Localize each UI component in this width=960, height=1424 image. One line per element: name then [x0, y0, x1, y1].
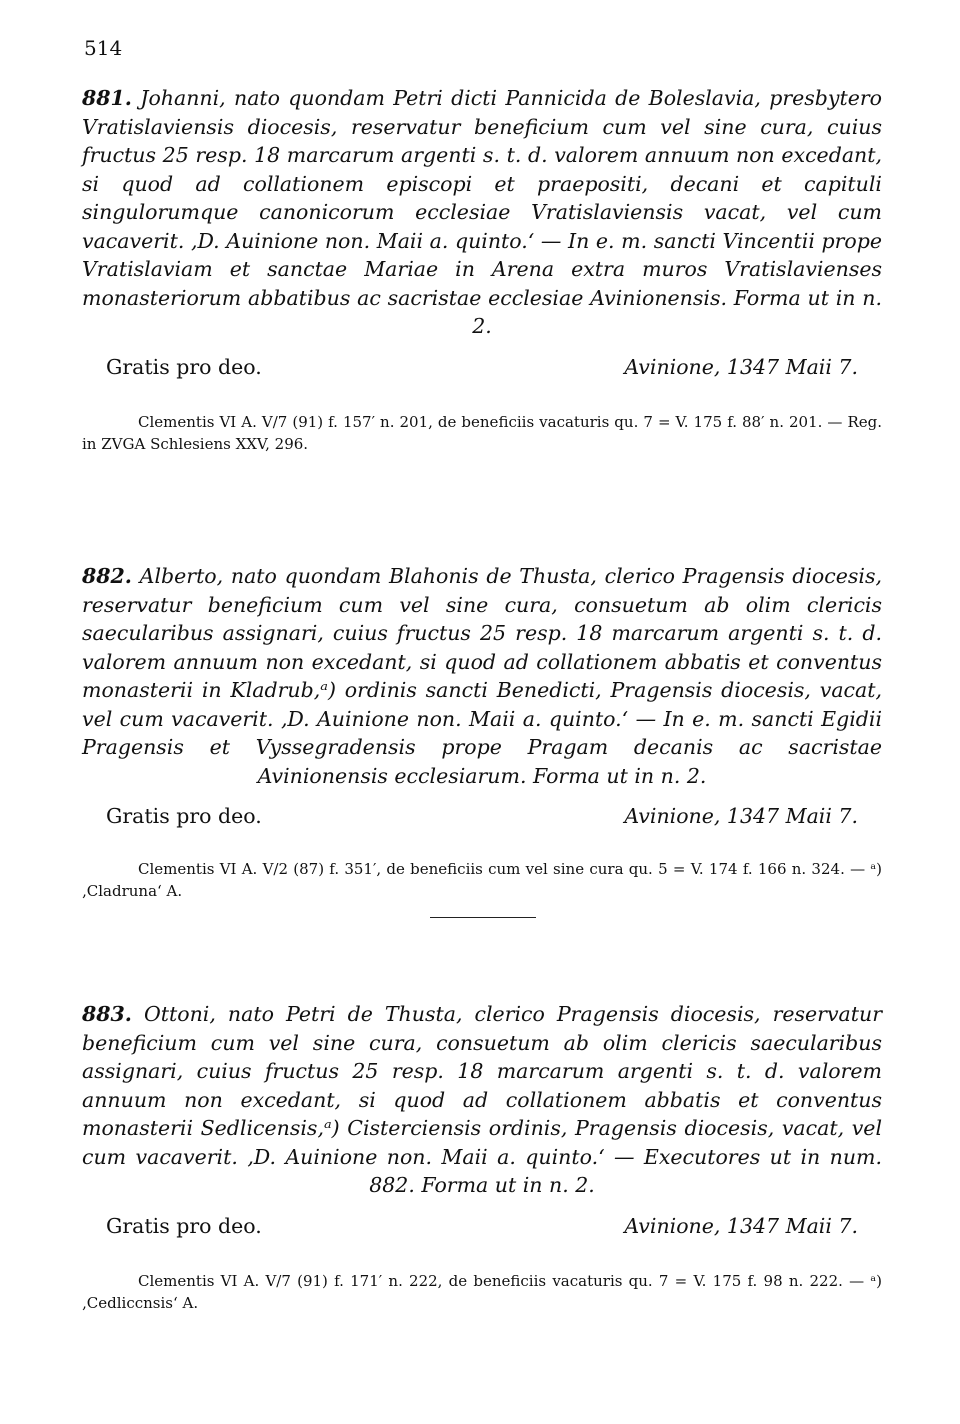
entry-881 — [82, 84, 882, 455]
entry-883 — [82, 1000, 882, 1314]
entry-body — [82, 1000, 882, 1200]
date-place: Avinione, 1347 Maii 7. — [624, 1213, 858, 1238]
gratis-note: Gratis pro deo. — [106, 354, 262, 379]
gratis-note: Gratis pro deo. — [106, 804, 262, 828]
section-divider — [430, 917, 536, 918]
entry-text: Alberto, nato quondam Blahonis de Thusta, clerico Pragensis diocesis, reservatur beneficium cum vel sine cura, consuetum ab olim clericis saecularibus assignari, cuius fructus 25 resp. 18 marcarum argenti s. t. d. valorem annuum non excedant, si quod ad collationem abbatis et conventus monasterii in Kladrub,ᵃ) ordinis sancti Benedicti, Pragensis diocesis, vacat, vel cum vacaverit. ‚D. Auinione non. Maii a. quinto.‘ — In e. m. sancti Egidii Pragensis et Vyssegradensis prope Pragam decanis ac sacristae Avinionensis ecclesiarum. Forma ut in n. 2. — [82, 564, 882, 788]
entry-number: 881. — [82, 86, 132, 110]
entry-text: Ottoni, nato Petri de Thusta, clerico Pragensis diocesis, reservatur beneficium cum vel sine cura, consuetum ab olim clericis saecularibus assignari, cuius fructus 25 resp. 18 marcarum argenti s. t. d. valorem annuum non excedant, si quod ad collationem abbatis et conventus monasterii Sedlicensis,ᵃ) Cisterciensis ordinis, Pragensis diocesis, vacat, vel cum vacaverit. ‚D. Auinione non. Maii a. quinto.‘ — Executores ut in num. 882. Forma ut in n. 2. — [82, 1002, 882, 1197]
entry-body — [82, 562, 882, 790]
signature-line — [82, 355, 882, 389]
entry-body — [82, 84, 882, 341]
page-number: 514 — [84, 36, 123, 60]
footnote: Clementis VI A. V/2 (87) f. 351′, de beneficiis cum vel sine cura qu. 5 = V. 174 f. 166 n. 324. — ᵃ) ‚Cladruna‘ A. — [82, 860, 882, 900]
footnote: Clementis VI A. V/7 (91) f. 171′ n. 222, de beneficiis vacaturis qu. 7 = V. 175 f. 98 n. 222. — ᵃ) ‚Cedliccnsis‘ A. — [82, 1271, 882, 1312]
date-place: Avinione, 1347 Maii 7. — [624, 804, 858, 828]
signature-line — [82, 1214, 882, 1248]
date-place: Avinione, 1347 Maii 7. — [624, 354, 858, 379]
footnote: Clementis VI A. V/7 (91) f. 157′ n. 201, de beneficiis vacaturis qu. 7 = V. 175 f. 88′ n. 201. — Reg. in ZVGA Schlesiens XXV, 296. — [82, 412, 882, 453]
entry-number: 882. — [82, 564, 132, 588]
entry-text: Johanni, nato quondam Petri dicti Pannicida de Boleslavia, presbytero Vratislaviensis diocesis, reservatur beneficium cum vel sine cura, cuius fructus 25 resp. 18 marcarum argenti s. t. d. valorem annuum non excedant, si quod ad collationem episcopi et praepositi, decani et capituli singulorumque canonicorum ecclesiae Vratislaviensis vacat, vel cum vacaverit. ‚D. Auinione non. Maii a. quinto.‘ — In e. m. sancti Vincentii prope Vratislaviam et sanctae Mariae in Arena extra muros Vratislavienses monasteriorum abbatibus ac sacristae ecclesiae Avinionensis. Forma ut in n. 2. — [82, 86, 882, 338]
signature-line — [82, 804, 882, 838]
entry-number: 883. — [82, 1002, 132, 1026]
entry-882 — [82, 562, 882, 902]
gratis-note: Gratis pro deo. — [106, 1213, 262, 1238]
